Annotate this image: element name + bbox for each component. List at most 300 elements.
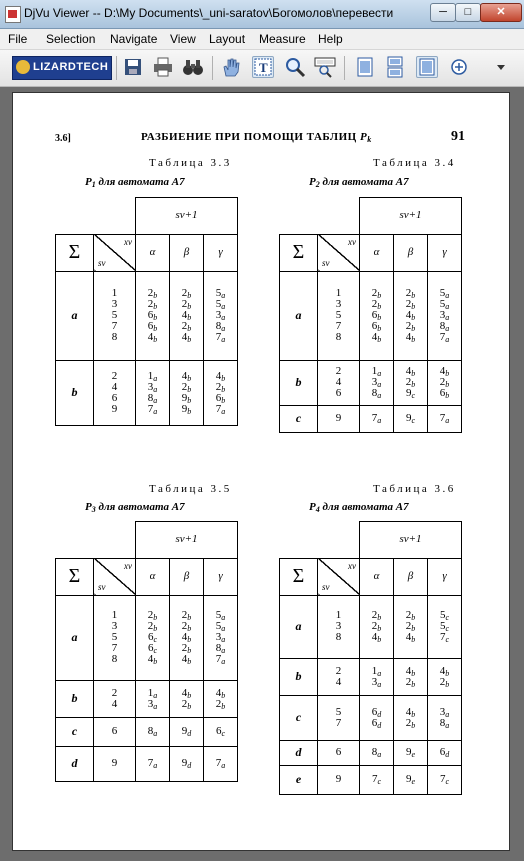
sigma-symbol: Σ [280,558,318,595]
state-symbol-label: sν [322,257,330,268]
cell-value: $6_d$ [439,746,450,759]
state-value: 9 [111,402,118,415]
alpha-cell [360,405,394,432]
maximize-button[interactable]: □ [455,3,481,22]
state-value: 8 [335,631,342,643]
menu-measure[interactable]: Measure [259,32,306,46]
gamma-cell [428,360,462,405]
cell-values [360,366,393,399]
next-state-header: sν+1 [360,522,462,559]
state-value: 5 [335,309,342,321]
text-select-icon[interactable] [252,56,274,78]
beta-cell [170,746,204,781]
cell-values [428,366,461,399]
cell-value: $2_b$ [405,675,416,689]
alpha-cell [136,360,170,425]
cell-value: $6_c$ [147,642,158,655]
save-icon[interactable] [122,56,144,78]
diagonal-header [318,558,360,595]
cell-value: $9_c$ [405,387,416,400]
djvu-app-icon [5,6,21,23]
cell-value: $4_b$ [215,686,226,700]
cell-value: $7_c$ [371,773,382,786]
state-list [318,271,360,360]
state-list [94,680,136,717]
table-row [280,695,462,740]
state-value: 8 [335,331,342,343]
gamma-cell [204,271,238,360]
cell-value: $8_a$ [371,387,382,400]
cell-values [136,371,169,415]
state-value: 7 [335,716,342,729]
state-symbol-label: sν [98,581,106,592]
cell-value: $3_a$ [439,309,450,322]
state-value: 3 [111,620,118,632]
beta-cell [394,271,428,360]
cell-value: $4_b$ [405,705,416,719]
cell-values [428,774,461,785]
cell-value: $2_b$ [147,287,158,300]
transition-table [55,521,238,782]
table-row [280,658,462,695]
table-caption: Таблица 3.3 [149,157,232,169]
cell-values [204,758,237,769]
cell-value: $4_b$ [371,331,382,344]
cell-values [394,666,427,688]
cell-value: $7_a$ [439,331,450,344]
beta-cell [394,765,428,794]
cell-values [170,288,203,343]
cell-values [204,371,237,415]
cell-value: $4_b$ [405,631,416,644]
alpha-cell [360,765,394,794]
gamma-cell [428,595,462,658]
block-label: d [56,746,94,781]
alpha-cell [360,740,394,765]
input-column-header: γ [428,234,462,271]
state-symbol-label: sν [98,257,106,268]
alpha-cell [136,717,170,746]
cell-value: $7_a$ [439,412,450,425]
state-value: 1 [335,287,342,299]
cell-value: $6_c$ [215,725,226,738]
cell-value: $2_b$ [147,298,158,311]
cell-value: $6_b$ [147,320,158,333]
state-value: 3 [111,298,118,310]
state-value: 8 [111,653,118,665]
block-label: b [280,360,318,405]
cell-value: $3_a$ [371,376,382,389]
toolbar-separator [344,56,345,80]
cell-value: $3_a$ [147,697,158,711]
cell-values [136,610,169,665]
state-list [318,595,360,658]
beta-cell [170,680,204,717]
cell-values [428,610,461,643]
cell-value: $4_b$ [181,686,192,700]
alpha-cell [360,360,394,405]
cell-value: $2_b$ [405,609,416,622]
cell-values [360,666,393,688]
gamma-cell [428,271,462,360]
cell-values [170,610,203,665]
block-label: c [280,405,318,432]
diagonal-header [94,234,136,271]
cell-value: $1_a$ [371,664,382,678]
state-values [318,747,359,758]
alpha-cell [360,271,394,360]
state-value: 7 [335,320,342,332]
alpha-cell [360,658,394,695]
state-value: 9 [335,412,342,424]
dropdown-arrow-icon[interactable] [494,56,508,78]
cell-value: $6_b$ [371,320,382,333]
cell-values [170,758,203,769]
single-page-icon[interactable] [354,56,376,78]
cell-value: $2_b$ [405,376,416,389]
table-subtitle: $P_3$ для автомата A7 [85,501,185,514]
next-state-header: sν+1 [136,522,238,559]
state-list [318,740,360,765]
cell-value: $7_a$ [147,402,158,416]
block-label: e [280,765,318,794]
gamma-cell [204,680,238,717]
state-symbol-label: sν [322,581,330,592]
cell-values [170,371,203,415]
cell-values [360,288,393,343]
state-values [318,707,359,729]
cell-value: $6_d$ [371,716,382,730]
gamma-cell [204,746,238,781]
cell-value: $8_a$ [147,725,158,738]
cell-value: $4_b$ [181,631,192,644]
cell-values [204,726,237,737]
state-list [94,746,136,781]
cell-values [136,688,169,710]
transition-table [55,197,238,426]
cell-value: $4_b$ [147,331,158,344]
cell-value: $2_b$ [405,320,416,333]
cell-value: $8_a$ [439,716,450,730]
alpha-cell [136,271,170,360]
cell-value: $7_a$ [215,331,226,344]
document-page [12,92,510,851]
cell-value: $4_b$ [181,309,192,322]
alpha-cell [136,680,170,717]
state-value: 4 [335,675,342,688]
gamma-cell [428,765,462,794]
state-value: 2 [335,365,342,377]
cell-value: $7_c$ [439,631,450,644]
state-value: 7 [111,320,118,332]
cell-value: $8_a$ [215,642,226,655]
cell-values [394,288,427,343]
cell-values [136,758,169,769]
cell-value: $1_a$ [147,686,158,700]
cell-value: $9_b$ [181,391,192,405]
beta-cell [394,658,428,695]
sigma-symbol: Σ [56,558,94,595]
cell-values [136,726,169,737]
input-column-header: γ [204,234,238,271]
cell-value: $2_b$ [181,287,192,300]
toolbar [0,50,524,87]
block-label: c [56,717,94,746]
state-value: 6 [111,725,118,737]
cell-value: $4_b$ [215,369,226,383]
table-row [56,746,238,781]
menu-layout[interactable]: Layout [209,32,246,46]
menu-help[interactable]: Help [318,32,343,46]
input-symbol-label: xν [348,560,356,571]
cell-value: $4_b$ [405,331,416,344]
cell-value: $4_b$ [181,369,192,383]
input-column-header: β [394,558,428,595]
state-values [318,413,359,424]
state-values [94,726,135,737]
cell-value: $3_a$ [147,380,158,394]
blank-corner [56,522,136,559]
state-values [318,366,359,399]
window-title: DjVu Viewer -- D:\My Documents\_uni-saratov\Богомолов\перевести [24,6,394,20]
cell-value: $2_b$ [181,642,192,655]
menu-bar [0,29,524,50]
cell-value: $2_b$ [181,697,192,711]
cell-value: $4_b$ [181,331,192,344]
state-value: 4 [335,376,342,388]
cell-value: $2_b$ [181,320,192,333]
cell-value: $4_b$ [439,365,450,378]
table-row [56,360,238,425]
lizardtech-logo[interactable] [12,56,112,80]
cell-values [428,747,461,758]
cell-value: $1_a$ [147,369,158,383]
input-column-header: α [136,234,170,271]
transition-table [279,197,462,433]
print-icon[interactable] [152,56,174,78]
state-values [318,288,359,343]
cell-value: $2_b$ [439,675,450,689]
toolbar-separator [116,56,117,80]
cell-value: $5_a$ [439,287,450,300]
cell-value: $2_b$ [371,620,382,633]
binoculars-icon[interactable] [182,56,204,78]
cell-values [360,747,393,758]
cell-values [360,610,393,643]
beta-cell [170,595,204,680]
header-row [56,198,238,235]
table-subtitle: $P_2$ для автомата A7 [309,176,409,189]
hand-icon[interactable] [220,56,242,78]
alpha-cell [360,695,394,740]
alpha-cell [136,595,170,680]
cell-value: $9_d$ [181,757,192,770]
table-row [280,271,462,360]
input-column-header: β [394,234,428,271]
beta-cell [170,271,204,360]
state-value: 2 [111,686,118,699]
cell-value: $5_a$ [439,298,450,311]
state-list [94,271,136,360]
cell-value: $2_b$ [439,376,450,389]
cell-value: $2_b$ [371,298,382,311]
state-value: 2 [335,664,342,677]
cell-value: $3_a$ [215,631,226,644]
state-values [94,288,135,343]
blank-corner [56,198,136,235]
input-column-header: α [360,234,394,271]
state-value: 2 [111,369,118,382]
cell-value: $6_d$ [371,705,382,719]
column-header-row [56,558,238,595]
gamma-cell [204,717,238,746]
zoom-icon[interactable] [284,56,306,78]
block-label: b [280,658,318,695]
cell-value: $9_b$ [181,402,192,416]
column-header-row [280,558,462,595]
cell-value: $2_b$ [215,697,226,711]
state-value: 1 [111,287,118,299]
state-value: 6 [335,387,342,399]
state-values [94,758,135,769]
menu-view[interactable]: View [170,32,196,46]
toolbar-separator [212,56,213,80]
cell-values [170,726,203,737]
block-label: c [280,695,318,740]
gamma-cell [428,695,462,740]
lizard-icon [16,60,30,74]
alpha-cell [360,595,394,658]
cell-values [394,413,427,424]
cell-values [394,747,427,758]
block-label: d [280,740,318,765]
cell-value: $9_d$ [181,725,192,738]
cell-values [360,413,393,424]
zoom-rect-icon[interactable] [314,56,336,78]
state-value: 9 [111,757,118,769]
cell-value: $6_b$ [215,391,226,405]
cell-value: $5_a$ [215,298,226,311]
cell-value: $4_b$ [405,365,416,378]
table-subtitle: $P_4$ для автомата A7 [309,501,409,514]
input-symbol-label: xν [348,236,356,247]
state-value: 8 [111,331,118,343]
cell-value: $5_a$ [215,620,226,633]
block-label: a [56,271,94,360]
cell-value: $2_b$ [147,620,158,633]
cell-value: $5_c$ [439,620,450,633]
logo-text: LIZARDTECH [33,61,109,73]
cell-value: $2_b$ [181,380,192,394]
state-list [94,717,136,746]
cell-value: $5_a$ [215,287,226,300]
zoom-plus-icon[interactable] [448,56,470,78]
cell-values [204,610,237,665]
cell-value: $2_b$ [215,380,226,394]
transition-table [279,521,462,795]
cell-value: $2_b$ [147,609,158,622]
cell-value: $7_a$ [371,412,382,425]
state-value: 6 [335,746,342,758]
close-button[interactable]: ✕ [480,3,522,22]
state-value: 9 [335,773,342,785]
state-value: 1 [335,609,342,621]
state-values [94,610,135,665]
cell-values [204,288,237,343]
table-row [280,765,462,794]
cell-value: $2_b$ [181,620,192,633]
sigma-symbol: Σ [280,234,318,271]
menu-file[interactable]: File [8,32,28,46]
column-header-row [280,234,462,271]
cell-values [394,366,427,399]
continuous-icon[interactable] [384,56,406,78]
beta-cell [394,740,428,765]
table-caption: Таблица 3.4 [373,157,456,169]
header-row [56,522,238,559]
cell-value: $2_b$ [405,287,416,300]
state-values [318,774,359,785]
cell-values [204,688,237,710]
table-row [280,740,462,765]
state-list [318,765,360,794]
table-row [280,595,462,658]
cell-value: $4_b$ [439,664,450,678]
menu-selection[interactable]: Selection [46,32,96,46]
cell-values [428,288,461,343]
state-list [94,360,136,425]
input-symbol-label: xν [124,560,132,571]
minimize-button[interactable]: ─ [430,3,456,22]
block-label: a [56,595,94,680]
title-bar [0,0,524,29]
next-state-header: sν+1 [136,198,238,235]
state-value: 4 [111,697,118,710]
cell-value: $8_a$ [439,320,450,333]
beta-cell [394,595,428,658]
cell-value: $6_c$ [147,631,158,644]
input-column-header: β [170,558,204,595]
gamma-cell [428,405,462,432]
cell-value: $4_b$ [405,664,416,678]
state-value: 5 [111,309,118,321]
state-list [318,695,360,740]
menu-navigate[interactable]: Navigate [110,32,158,46]
cell-value: $2_b$ [371,609,382,622]
table-caption: Таблица 3.5 [149,483,232,495]
cell-value: $2_b$ [405,620,416,633]
input-column-header: β [170,234,204,271]
cell-value: $7_a$ [215,653,226,666]
cell-value: $3_a$ [371,675,382,689]
state-list [318,360,360,405]
cell-value: $5_c$ [439,609,450,622]
cell-value: $8_a$ [371,746,382,759]
state-values [94,371,135,415]
facing-icon[interactable] [416,56,438,78]
section-number: 3.6] [55,133,71,144]
cell-values [428,707,461,729]
cell-value: $2_b$ [405,298,416,311]
state-value: 6 [111,391,118,404]
state-value: 3 [335,620,342,632]
block-label: b [56,360,94,425]
cell-value: $2_b$ [371,287,382,300]
cell-values [428,666,461,688]
table-row [280,405,462,432]
sigma-symbol: Σ [56,234,94,271]
page-number: 91 [451,129,465,144]
